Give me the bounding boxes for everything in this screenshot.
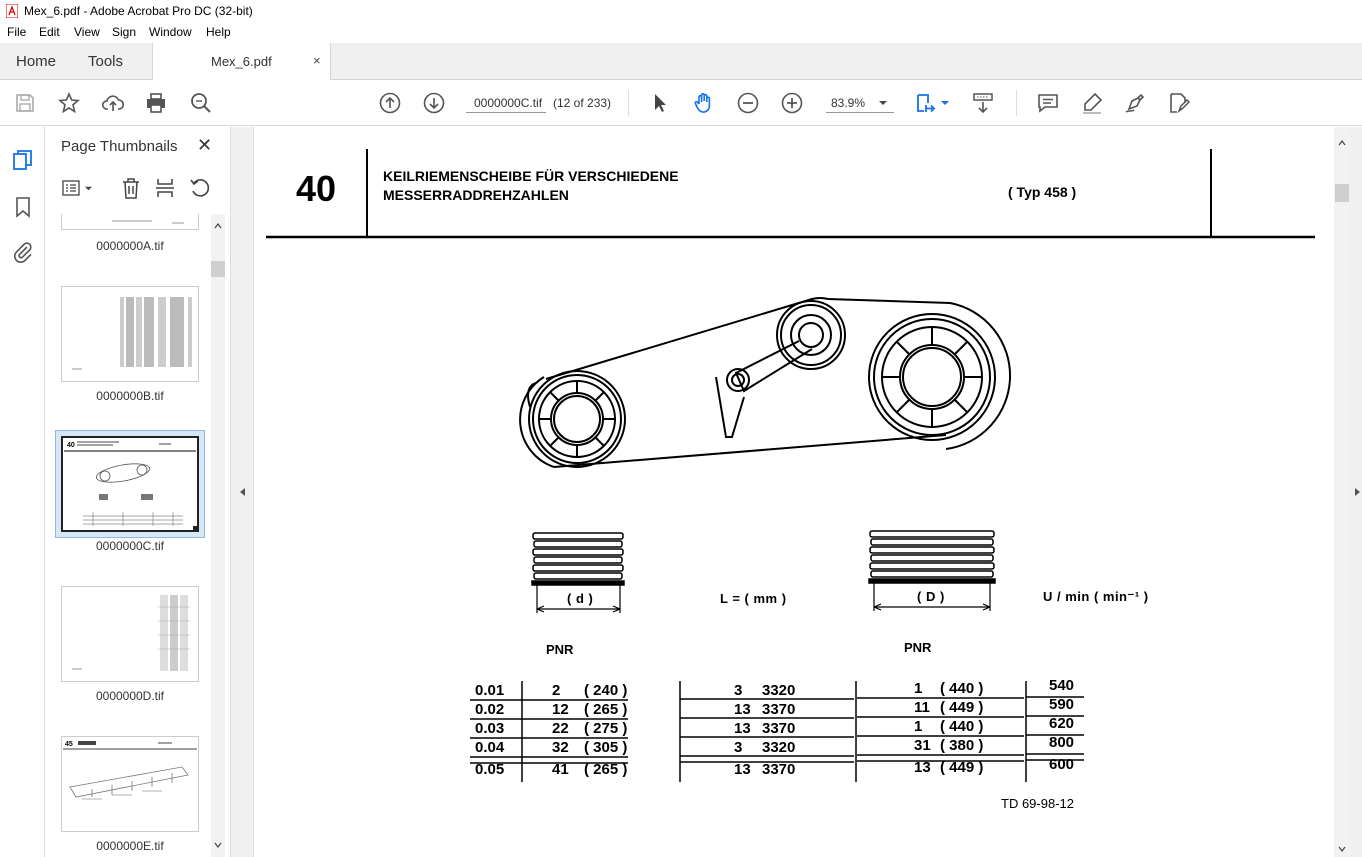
page-title-line2: MESSERRADDREHZAHLEN xyxy=(383,187,569,203)
label-large-diameter: ( D ) xyxy=(917,589,945,604)
minus-circle-icon xyxy=(736,91,760,115)
chevron-down-icon[interactable] xyxy=(84,185,93,192)
menu-view[interactable]: View xyxy=(74,25,100,39)
cell-belt-pnr: 3 xyxy=(734,739,743,756)
toolbar-divider xyxy=(628,90,629,116)
draw-button[interactable] xyxy=(1123,91,1147,115)
tab-bar xyxy=(0,43,1362,80)
bookmark-star-button[interactable] xyxy=(57,91,81,115)
next-page-button[interactable] xyxy=(422,91,446,115)
cell-pnr-large: 13 xyxy=(914,759,931,776)
star-icon xyxy=(57,91,81,115)
menu-edit[interactable]: Edit xyxy=(39,25,60,39)
svg-text:40: 40 xyxy=(67,442,75,449)
window-title: Mex_6.pdf - Adobe Acrobat Pro DC (32-bit) xyxy=(24,4,253,18)
options-menu-icon[interactable] xyxy=(62,180,80,196)
cell-d-value: ( 240 ) xyxy=(584,682,628,699)
page-thumbnails-button[interactable] xyxy=(11,148,35,172)
fit-page-icon xyxy=(914,91,938,115)
page-thumbnail-image xyxy=(62,737,198,831)
tab-tools[interactable]: Tools xyxy=(88,53,124,70)
page-thumbnail-image xyxy=(62,214,198,229)
cell-rpm: 600 xyxy=(1049,756,1075,773)
cell-pnr-small: 12 xyxy=(552,701,569,718)
menu-help[interactable]: Help xyxy=(206,25,231,39)
thumbnail-label: 0000000D.tif xyxy=(95,689,165,703)
print-button[interactable] xyxy=(144,91,168,115)
cell-D-value: ( 380 ) xyxy=(940,737,984,754)
cell-D-value: ( 449 ) xyxy=(940,759,984,776)
page-number-input[interactable]: 0000000C.tif xyxy=(466,93,546,113)
thumbnail-label: 0000000A.tif xyxy=(96,239,164,253)
svg-text:45: 45 xyxy=(65,741,73,748)
cell-belt-pnr: 3 xyxy=(734,682,743,699)
bookmarks-button[interactable] xyxy=(11,195,35,219)
cell-d-value: ( 265 ) xyxy=(584,761,628,778)
upload-button[interactable] xyxy=(101,91,125,115)
title-bar xyxy=(0,0,1362,23)
keyboard-scroll-icon xyxy=(971,91,995,115)
tab-document[interactable] xyxy=(152,43,331,80)
trash-icon[interactable] xyxy=(121,177,141,199)
toolbar-divider xyxy=(1016,90,1017,116)
cell-D-value: ( 440 ) xyxy=(940,680,984,697)
document-scrollbar[interactable] xyxy=(1334,127,1350,857)
chevron-down-icon[interactable] xyxy=(940,99,950,107)
scroll-up-icon[interactable] xyxy=(214,223,222,229)
cell-rpm: 590 xyxy=(1049,696,1075,713)
panel-collapse-strip[interactable] xyxy=(230,127,254,857)
chevron-down-icon[interactable] xyxy=(878,99,888,107)
cell-pnr-small: 2 xyxy=(552,682,561,699)
cell-code: 0.02 xyxy=(475,701,505,718)
previous-page-button[interactable] xyxy=(378,91,402,115)
thumbnail-page[interactable] xyxy=(61,286,199,382)
cell-rpm: 800 xyxy=(1049,734,1075,751)
thumbnail-page[interactable] xyxy=(61,214,199,230)
fill-sign-button[interactable] xyxy=(1167,91,1191,115)
page-count: (12 of 233) xyxy=(553,96,612,110)
cell-pnr-large: 1 xyxy=(914,718,923,735)
scroll-up-icon[interactable] xyxy=(1338,140,1346,146)
cloud-upload-icon xyxy=(101,91,125,115)
cell-rpm: 620 xyxy=(1049,715,1075,732)
cell-belt-length: 3320 xyxy=(762,739,796,756)
collapse-left-icon[interactable] xyxy=(239,487,246,497)
printer-icon xyxy=(144,91,168,115)
cursor-arrow-icon xyxy=(648,91,672,115)
pnr-left-label: PNR xyxy=(546,642,574,657)
section-number: 40 xyxy=(296,168,337,209)
hand-icon xyxy=(692,91,716,115)
sign-icon xyxy=(1167,91,1191,115)
cell-code: 0.03 xyxy=(475,720,505,737)
cell-D-value: ( 449 ) xyxy=(940,699,984,716)
menu-file[interactable]: File xyxy=(7,25,27,39)
tab-home[interactable]: Home xyxy=(16,53,57,70)
menu-sign[interactable]: Sign xyxy=(112,25,137,39)
cell-pnr-small: 41 xyxy=(552,761,569,778)
cell-D-value: ( 440 ) xyxy=(940,718,984,735)
menu-bar xyxy=(0,23,1362,43)
page-display-button[interactable] xyxy=(914,91,938,115)
cell-d-value: ( 275 ) xyxy=(584,720,628,737)
thumbnail-label: 0000000B.tif xyxy=(96,389,164,403)
label-small-diameter: ( d ) xyxy=(567,591,594,606)
thumbnail-page-selected[interactable] xyxy=(61,436,199,532)
cell-rpm: 540 xyxy=(1049,677,1075,694)
thumbnail-label: 0000000C.tif xyxy=(95,539,165,553)
right-panel-strip[interactable] xyxy=(1350,127,1362,857)
cell-code: 0.04 xyxy=(475,739,505,756)
arrow-up-circle-icon xyxy=(378,91,402,115)
page-title-line1: KEILRIEMENSCHEIBE FÜR VERSCHIEDENE xyxy=(383,168,679,184)
drawing-reference: TD 69-98-12 xyxy=(1001,796,1074,811)
scrollbar-thumb[interactable] xyxy=(211,261,225,277)
cell-pnr-large: 11 xyxy=(914,699,930,716)
zoom-level-input[interactable]: 83.9% xyxy=(826,93,894,113)
navigation-rail xyxy=(0,127,45,857)
cell-belt-pnr: 13 xyxy=(734,761,751,778)
thumbnail-label: 0000000E.tif xyxy=(96,839,164,853)
cell-pnr-small: 32 xyxy=(552,739,569,756)
pen-icon xyxy=(1123,91,1147,115)
pnr-right-label: PNR xyxy=(904,640,932,655)
main-toolbar xyxy=(0,80,1362,126)
cell-belt-length: 3320 xyxy=(762,682,796,699)
rotate-icon[interactable] xyxy=(189,177,211,199)
zoom-in-button[interactable] xyxy=(780,91,804,115)
cell-belt-length: 3370 xyxy=(762,720,796,737)
paperclip-icon xyxy=(11,240,35,264)
label-rpm: U / min ( min⁻¹ ) xyxy=(1043,589,1149,604)
save-button[interactable] xyxy=(13,91,37,115)
thumbnail-page[interactable] xyxy=(61,736,199,832)
cell-d-value: ( 305 ) xyxy=(584,739,628,756)
tab-close-button[interactable]: × xyxy=(313,53,321,68)
cell-belt-pnr: 13 xyxy=(734,720,751,737)
cell-code: 0.01 xyxy=(475,682,505,699)
thumbnails-icon xyxy=(11,148,35,172)
page-thumbnails-panel xyxy=(45,127,230,857)
page-thumbnail-image xyxy=(62,287,198,381)
hand-tool-button[interactable] xyxy=(692,91,716,115)
thumbnail-scrollbar[interactable] xyxy=(211,214,225,857)
panel-close-button[interactable]: ✕ xyxy=(197,135,213,155)
insert-page-icon[interactable] xyxy=(155,177,175,199)
acrobat-app-icon xyxy=(6,4,18,18)
label-belt-length: L = ( mm ) xyxy=(720,591,787,606)
thumbnail-page[interactable] xyxy=(61,586,199,682)
tab-document-label: Mex_6.pdf xyxy=(211,54,272,69)
page-thumbnail-image xyxy=(63,438,197,530)
resize-handle[interactable] xyxy=(193,526,199,532)
zoom-out-button[interactable] xyxy=(736,91,760,115)
plus-circle-icon xyxy=(780,91,804,115)
save-icon xyxy=(13,91,37,115)
panel-title: Page Thumbnails xyxy=(61,138,178,155)
comment-button[interactable] xyxy=(1036,91,1060,115)
attachments-button[interactable] xyxy=(11,240,35,264)
cell-pnr-large: 1 xyxy=(914,680,923,697)
cell-belt-length: 3370 xyxy=(762,761,796,778)
expand-right-icon[interactable] xyxy=(1354,487,1361,497)
highlighter-icon xyxy=(1080,91,1104,115)
scroll-down-icon[interactable] xyxy=(1338,846,1346,852)
cell-code: 0.05 xyxy=(475,761,505,778)
cell-d-value: ( 265 ) xyxy=(584,701,628,718)
type-label: ( Typ 458 ) xyxy=(1008,184,1077,200)
magnifier-icon xyxy=(189,91,213,115)
menu-window[interactable]: Window xyxy=(149,25,192,39)
scroll-down-icon[interactable] xyxy=(214,842,222,848)
document-view[interactable] xyxy=(254,127,1334,857)
comment-icon xyxy=(1036,91,1060,115)
highlight-button[interactable] xyxy=(1080,91,1104,115)
scrolling-mode-button[interactable] xyxy=(971,91,995,115)
select-tool-button[interactable] xyxy=(648,91,672,115)
cell-pnr-small: 22 xyxy=(552,720,569,737)
thumbnail-list[interactable] xyxy=(45,214,211,857)
cell-belt-length: 3370 xyxy=(762,701,796,718)
page-thumbnail-image xyxy=(62,587,198,681)
cell-pnr-large: 31 xyxy=(914,737,931,754)
arrow-down-circle-icon xyxy=(422,91,446,115)
panel-toolbar xyxy=(45,174,230,204)
find-button[interactable] xyxy=(189,91,213,115)
bookmark-icon xyxy=(11,195,35,219)
cell-belt-pnr: 13 xyxy=(734,701,751,718)
scrollbar-thumb[interactable] xyxy=(1335,184,1349,202)
